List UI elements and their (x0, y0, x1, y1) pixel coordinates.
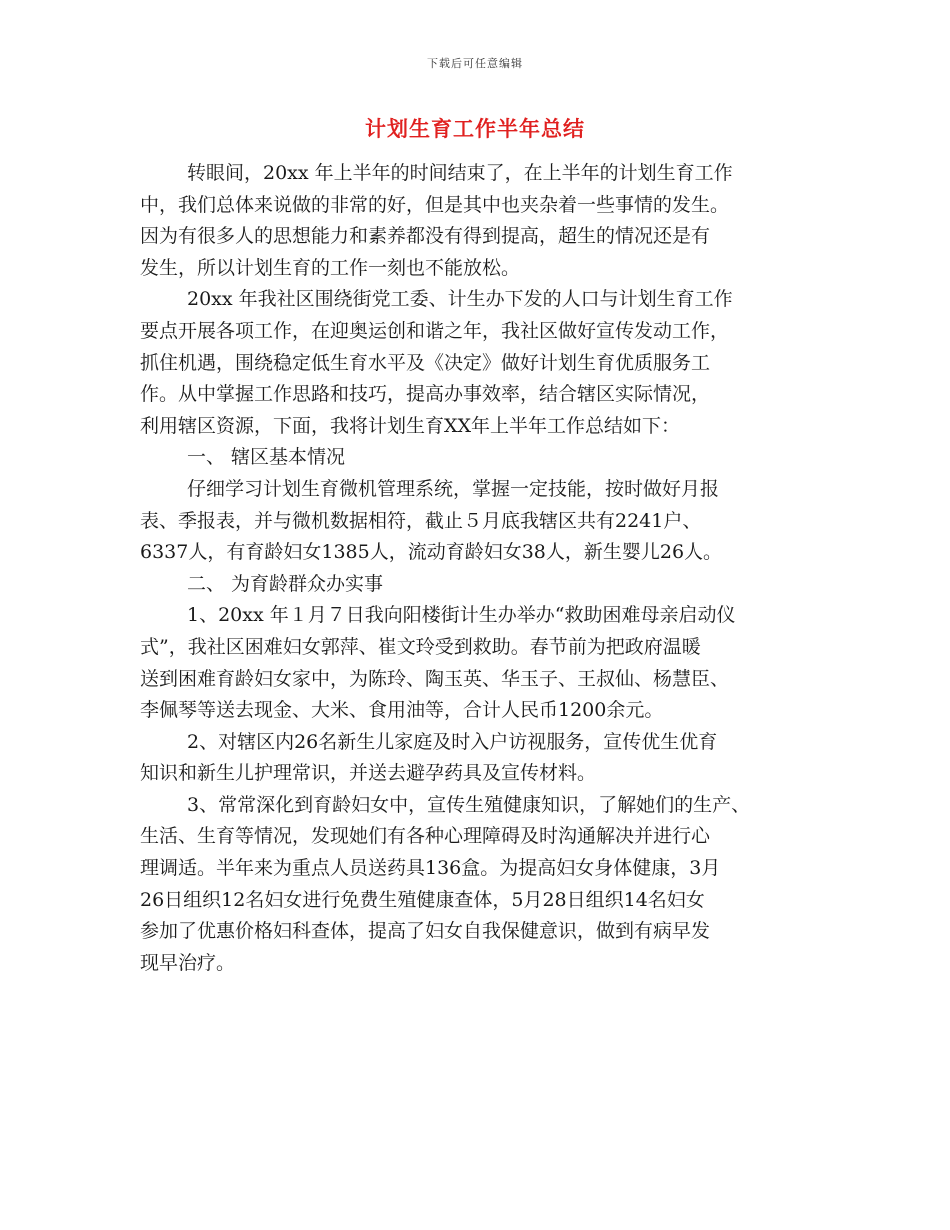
header-note: 下载后可任意编辑 (427, 57, 523, 70)
text-line: 一、 辖区基本情况 (187, 446, 346, 469)
text-line: 理调适。半年来为重点人员送药具136盒。为提高妇女身体健康，3月 (140, 857, 721, 880)
text-line: 转眼间，20xx 年上半年的时间结束了，在上半年的计划生育工作 (187, 162, 733, 184)
text-line: 知识和新生儿护理常识，并送去避孕药具及宣传材料。 (140, 762, 597, 785)
text-line: 6337人，有育龄妇女1385人，流动育龄妇女38人，新生婴儿26人。 (140, 541, 723, 564)
text-line: 26日组织12名妇女进行免费生殖健康查体，5月28日组织14名妇女 (140, 888, 705, 911)
text-line: 参加了优惠价格妇科查体，提高了妇女自我保健意识，做到有病早发 (140, 920, 711, 943)
text-line: 利用辖区资源，下面，我将计划生育XX年上半年工作总结如下： (140, 414, 681, 437)
text-line: 送到困难育龄妇女家中，为陈玲、陶玉英、华玉子、王叔仙、杨慧臣、 (140, 667, 730, 690)
text-line: 表、季报表，并与微机数据相符，截止５月底我辖区共有2241户、 (140, 509, 702, 532)
text-line: 二、 为育龄群众办实事 (187, 572, 384, 595)
text-line: 1、20xx 年１月７日我向阳楼街计生办举办“救助困难母亲启动仪 (187, 604, 736, 627)
text-line: 生活、生育等情况，发现她们有各种心理障碍及时沟通解决并进行心 (140, 825, 711, 848)
text-line: 抓住机遇，围绕稳定低生育水平及《决定》做好计划生育优质服务工 (140, 351, 711, 374)
document-title: 计划生育工作半年总结 (365, 117, 585, 141)
text-line: 李佩琴等送去现金、大米、食用油等，合计人民币1200余元。 (140, 699, 664, 722)
text-line: 2、对辖区内26名新生儿家庭及时入户访视服务，宣传优生优育 (187, 730, 718, 753)
text-line: 3、常常深化到育龄妇女中，宣传生殖健康知识，了解她们的生产、 (187, 793, 751, 816)
text-line: 现早治疗。 (140, 951, 236, 974)
text-line: 要点开展各项工作，在迎奥运创和谐之年，我社区做好宣传发动工作， (140, 319, 730, 342)
text-line: 因为有很多人的思想能力和素养都没有得到提高，超生的情况还是有 (140, 225, 711, 248)
text-line: 式”，我社区困难妇女郭萍、崔文玲受到救助。春节前为把政府温暖 (140, 635, 701, 658)
text-line: 中，我们总体来说做的非常的好，但是其中也夹杂着一些事情的发生。 (140, 193, 730, 216)
text-line: 发生，所以计划生育的工作一刻也不能放松。 (140, 256, 521, 279)
document-body (140, 158, 815, 979)
text-line: 作。从中掌握工作思路和技巧，提高办事效率，结合辖区实际情况， (140, 383, 711, 406)
text-line: 20xx 年我社区围绕街党工委、计生办下发的人口与计划生育工作 (187, 288, 733, 311)
text-line: 仔细学习计划生育微机管理系统，掌握一定技能，按时做好月报 (187, 477, 720, 500)
